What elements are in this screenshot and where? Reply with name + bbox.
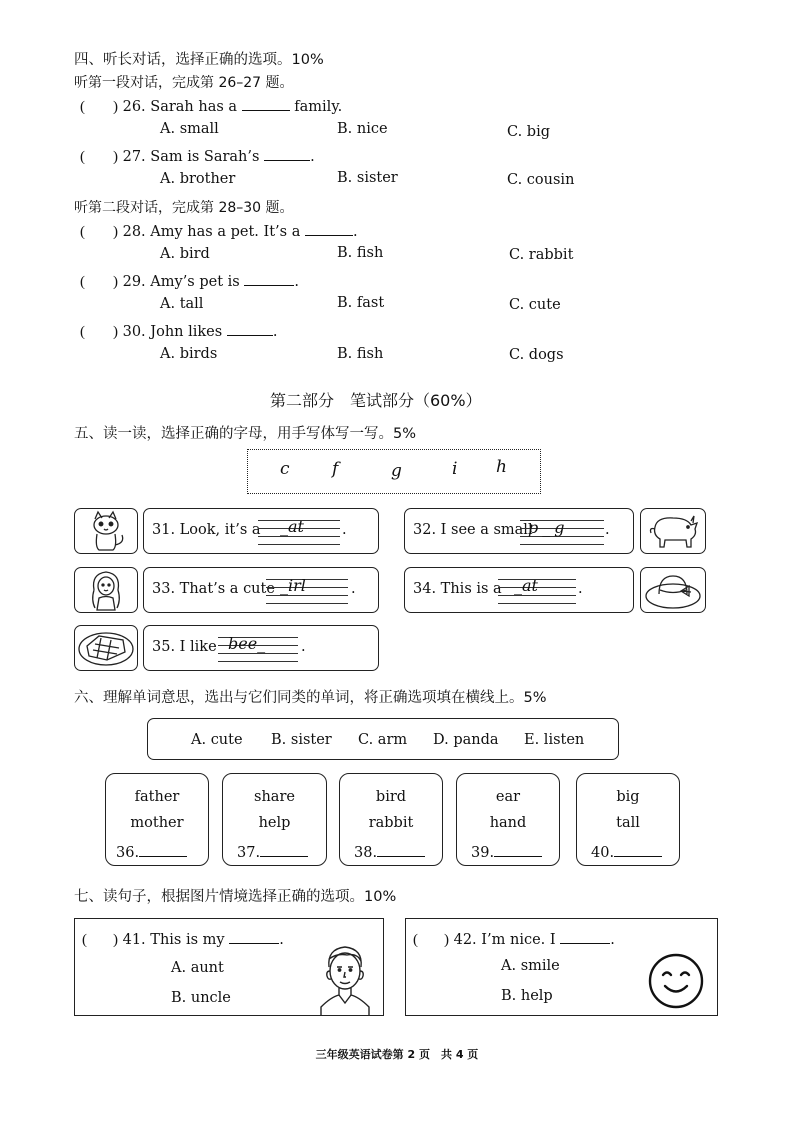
option: A. small [160, 121, 219, 137]
word-card-39 [456, 773, 560, 866]
pig-picture [640, 508, 706, 554]
option-a: A. cute [191, 732, 243, 748]
card-answer: 38. [354, 842, 425, 861]
answer-blank[interactable] [242, 96, 290, 111]
card-word: bird [375, 789, 407, 805]
letter-choice-box [247, 449, 541, 494]
beef-picture [74, 625, 138, 671]
option: C. dogs [509, 347, 564, 363]
option: A. tall [160, 296, 204, 312]
handwriting-lines[interactable] [218, 634, 298, 663]
option: B. fast [337, 295, 385, 311]
question-27: ( ) 27. Sam is Sarah’s . [80, 146, 315, 166]
handwriting-lines[interactable] [520, 520, 604, 546]
section-4-sub-1: 听第一段对话，完成第 26–27 题。 [74, 75, 294, 91]
letter-g: g [391, 461, 402, 481]
option: B. help [501, 988, 553, 1004]
cat-picture [74, 508, 138, 554]
item-35-text: 35. I like [152, 639, 217, 655]
card-answer: 39. [471, 842, 542, 861]
man-face-icon [317, 941, 373, 1015]
handwriting-lines[interactable] [258, 517, 340, 546]
pig-icon [641, 509, 705, 553]
question-30: ( ) 30. John likes . [80, 321, 277, 341]
option: B. nice [337, 121, 388, 137]
item-33-text: 33. That’s a cute [152, 581, 275, 597]
option-c: C. arm [358, 732, 408, 748]
option-e: E. listen [524, 732, 585, 748]
option: A. bird [160, 246, 210, 262]
card-word: mother [130, 815, 184, 831]
option: B. sister [337, 170, 398, 186]
letter-i: i [452, 459, 458, 479]
card-word: father [134, 789, 180, 805]
card-word: hand [489, 815, 527, 831]
answer-blank[interactable] [614, 842, 662, 857]
section-5-title: 五、读一读，选择正确的字母，用手写体写一写。5% [74, 426, 417, 442]
item-35-box [143, 625, 379, 671]
page-footer: 三年级英语试卷第 2 页 共 4 页 [315, 1048, 479, 1061]
answer-blank[interactable] [260, 842, 308, 857]
period: . [351, 581, 356, 597]
item-41-box [74, 918, 384, 1016]
answer-blank[interactable] [139, 842, 187, 857]
hat-picture [640, 567, 706, 613]
word-options-box [147, 718, 619, 760]
option: A. aunt [171, 960, 224, 976]
period: . [301, 639, 306, 655]
option: C. rabbit [509, 247, 574, 263]
option: C. big [507, 124, 550, 140]
section-4-sub-2: 听第二段对话，完成第 28–30 题。 [74, 200, 294, 216]
handwritten-answer: bee_ [228, 634, 266, 653]
girl-picture [74, 567, 138, 613]
option: C. cute [509, 297, 561, 313]
hat-icon [641, 568, 705, 612]
period: . [578, 581, 583, 597]
card-answer: 36. [116, 842, 187, 861]
word-card-40 [576, 773, 680, 866]
option: B. fish [337, 245, 384, 261]
answer-blank[interactable] [560, 929, 610, 944]
option-b: B. sister [271, 732, 332, 748]
period: . [605, 522, 610, 538]
option: A. brother [160, 171, 236, 187]
option: C. cousin [507, 172, 575, 188]
handwritten-answer: p_g [528, 518, 569, 537]
word-card-38 [339, 773, 443, 866]
item-33-box [143, 567, 379, 613]
letter-c: c [280, 459, 290, 479]
card-word: rabbit [368, 815, 414, 831]
handwritten-answer: _irl [280, 576, 306, 595]
question-41: ( ) 41. This is my . [82, 929, 284, 949]
item-34-box [404, 567, 634, 613]
card-answer: 37. [237, 842, 308, 861]
answer-blank[interactable] [377, 842, 425, 857]
option: A. smile [501, 958, 560, 974]
section-6-title: 六、理解单词意思，选出与它们同类的单词，将正确选项填在横线上。5% [74, 690, 547, 706]
card-answer: 40. [591, 842, 662, 861]
answer-blank[interactable] [229, 929, 279, 944]
part-2-title: 第二部分 笔试部分（60%） [270, 391, 482, 410]
question-26: ( ) 26. Sarah has a family. [80, 96, 342, 116]
option-d: D. panda [433, 732, 499, 748]
card-word: tall [616, 815, 640, 831]
letter-f: f [332, 459, 339, 479]
card-word: ear [495, 789, 521, 805]
section-4-title: 四、听长对话，选择正确的选项。10% [74, 52, 324, 68]
answer-blank[interactable] [264, 146, 310, 161]
handwritten-answer: _at [280, 517, 304, 536]
item-32-box [404, 508, 634, 554]
word-card-37 [222, 773, 327, 866]
item-34-text: 34. This is a [413, 581, 502, 597]
cat-icon [75, 509, 137, 553]
card-word: big [616, 789, 640, 805]
item-31-text: 31. Look, it’s a [152, 522, 261, 538]
card-word: help [258, 815, 291, 831]
option: B. uncle [171, 990, 231, 1006]
option: A. birds [160, 346, 218, 362]
item-42-box [405, 918, 718, 1016]
section-7-title: 七、读句子，根据图片情境选择正确的选项。10% [74, 889, 397, 905]
answer-blank[interactable] [494, 842, 542, 857]
handwriting-lines[interactable] [498, 576, 576, 605]
beef-icon [75, 626, 137, 670]
letter-h: h [496, 457, 507, 477]
card-word: share [254, 789, 295, 805]
question-42: ( ) 42. I’m nice. I . [413, 929, 615, 949]
question-28: ( ) 28. Amy has a pet. It’s a . [80, 221, 358, 241]
handwriting-lines[interactable] [266, 576, 348, 605]
answer-blank[interactable] [244, 271, 294, 286]
handwritten-answer: _at [514, 576, 538, 595]
item-32-text: 32. I see a small [413, 522, 533, 538]
smiley-face-icon [646, 951, 706, 1011]
word-card-36 [105, 773, 209, 866]
option: B. fish [337, 346, 384, 362]
answer-blank[interactable] [227, 321, 273, 336]
answer-blank[interactable] [305, 221, 353, 236]
girl-icon [75, 568, 137, 612]
item-31-box [143, 508, 379, 554]
period: . [342, 522, 347, 538]
question-29: ( ) 29. Amy’s pet is . [80, 271, 299, 291]
